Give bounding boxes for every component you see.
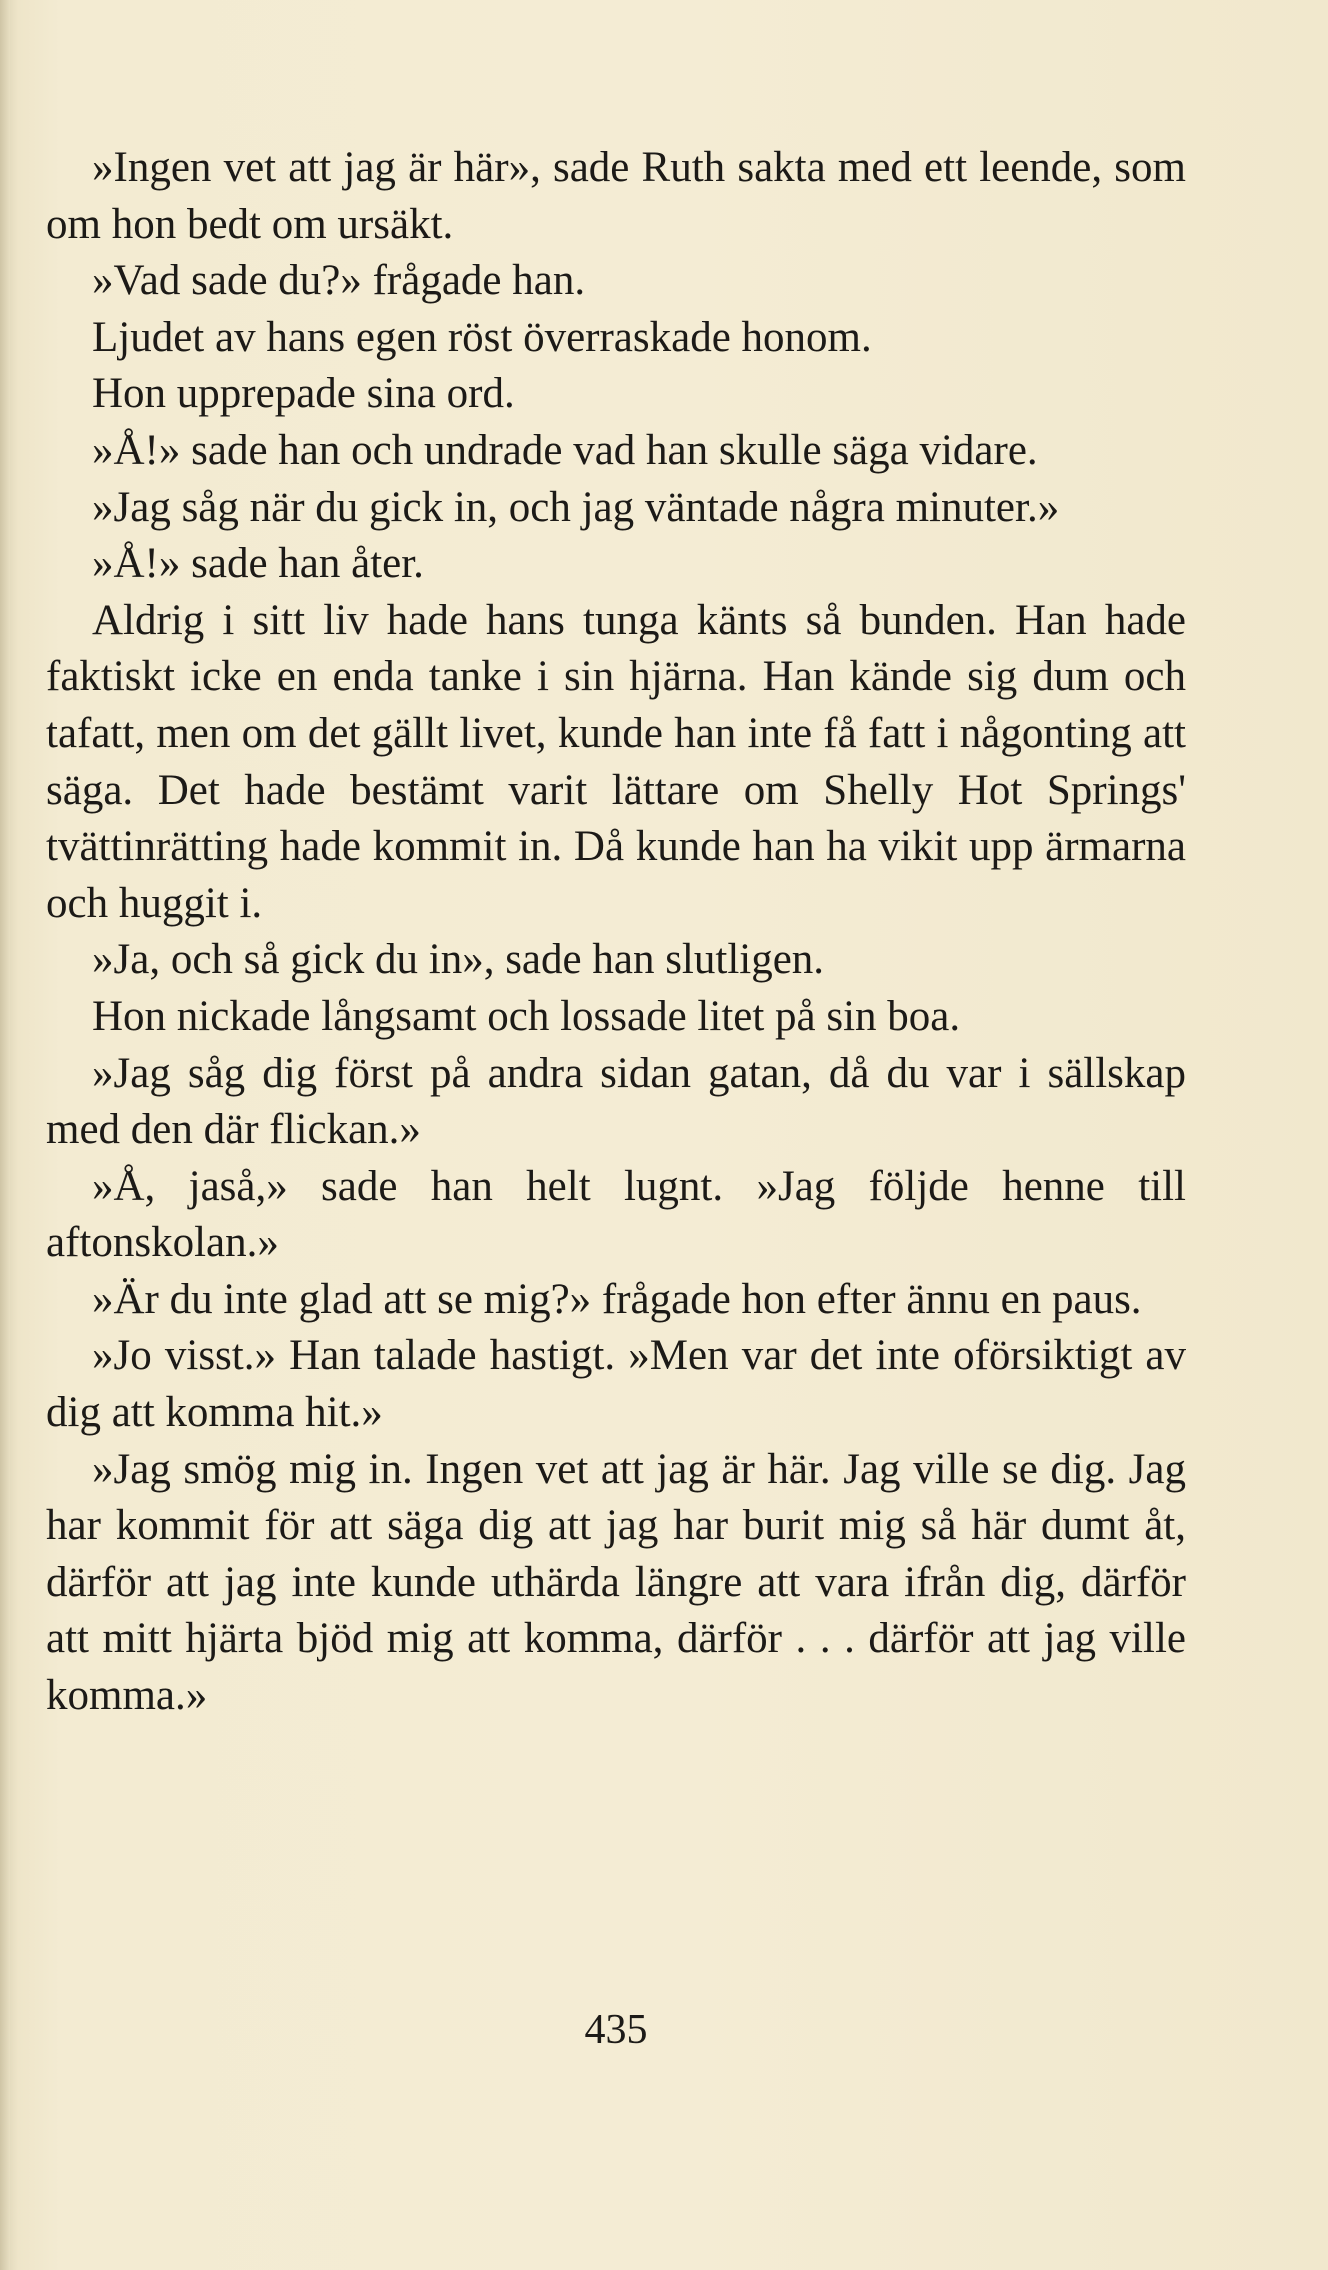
paragraph: »Å!» sade han åter. <box>92 540 424 588</box>
paragraph: »Jag såg när du gick in, och jag väntade några minuter.» <box>92 483 1060 531</box>
paragraph: »Ingen vet att jag är här», sade Ruth sakta med ett leende, som om hon bedt om ursäkt. <box>46 144 1186 248</box>
page-edge <box>0 0 10 2270</box>
body-text <box>46 140 1186 1725</box>
paragraph: »Ja, och så gick du in», sade han slutligen. <box>92 936 825 984</box>
paragraph: »Är du inte glad att se mig?» frågade hon efter ännu en paus. <box>92 1275 1142 1323</box>
paragraph: »Jo visst.» Han talade hastigt. »Men var det inte oförsiktigt av dig att komma hit.» <box>46 1332 1186 1437</box>
page-number: 435 <box>584 2007 648 2053</box>
paragraph: Ljudet av hans egen röst överraskade honom. <box>92 313 872 361</box>
paragraph: Hon upprepade sina ord. <box>92 370 515 418</box>
paragraph: »Jag smög mig in. Ingen vet att jag är här. Jag ville se dig. Jag har kommit för att säga dig att jag har burit mig så här dumt åt, därför att jag inte kunde uthärda längre att vara ifrån dig, därför att mitt hjärta bjöd mig att komma, därför . . . därför att jag ville komma.» <box>46 1445 1186 1720</box>
paragraph: Hon nickade långsamt och lossade litet på sin boa. <box>92 992 961 1040</box>
paragraph: Aldrig i sitt liv hade hans tunga känts så bunden. Han hade faktiskt icke en enda tanke i sin hjärna. Han kände sig dum och tafatt, men om det gällt livet, kunde han inte få fatt i någonting att säga. Det hade bestämt varit lättare om Shelly Hot Springs' tvättinrätting hade kommit in. Då kunde han ha vikit upp ärmarna och huggit i. <box>46 596 1186 927</box>
paragraph: »Jag såg dig först på andra sidan gatan, då du var i sällskap med den där flickan.» <box>46 1049 1186 1154</box>
paragraph: »Vad sade du?» frågade han. <box>92 257 586 305</box>
paragraph: »Å!» sade han och undrade vad han skulle säga vidare. <box>92 426 1038 474</box>
paragraph: »Å, jaså,» sade han helt lugnt. »Jag följde henne till aftonskolan.» <box>46 1162 1186 1267</box>
